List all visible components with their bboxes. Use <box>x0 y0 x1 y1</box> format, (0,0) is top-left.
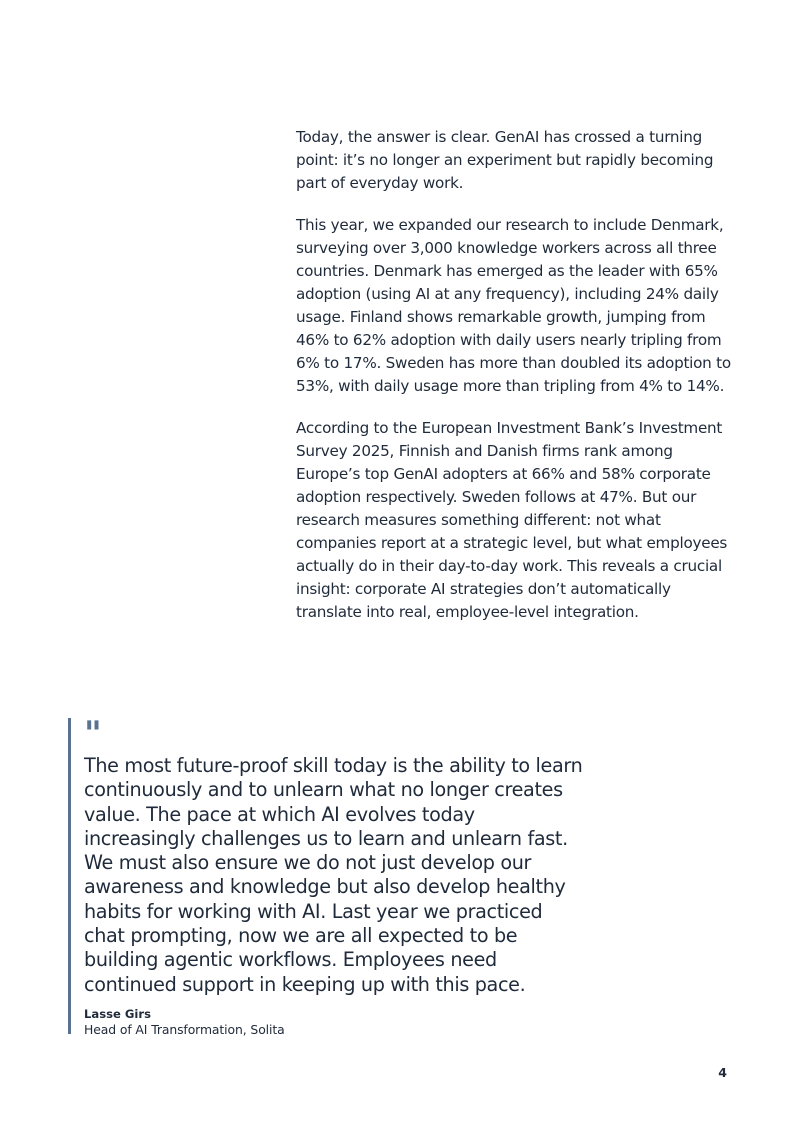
body-text-column <box>296 126 736 643</box>
quote-author-role: Head of AI Transformation, Solita <box>84 1022 285 1037</box>
quote-author: Lasse Girs <box>84 1007 152 1021</box>
page-number: 4 <box>718 1065 727 1080</box>
quote-text: The most future-proof skill today is the ability to learn continuously and to unlearn what no longer creates value. The pace at which AI evolves today increasingly challenges us to learn and unlearn fast. We must also ensure we do not just develop our awareness and knowledge but also develop healthy habits for working with AI. Last year we practiced chat prompting, now we are all expected to be building agentic workflows. Employees need continued support in keeping up with this pace. <box>84 754 583 996</box>
body-paragraph-2: This year, we expanded our research to include Denmark, surveying over 3,000 knowledge workers across all three countries. Denmark has emerged as the leader with 65% adoption (using AI at any frequency), including 24% daily usage. Finland shows remarkable growth, jumping from 46% to 62% adoption with daily users nearly tripling from 6% to 17%. Sweden has more than doubled its adoption to 53%, with daily usage more than tripling from 4% to 14%. <box>296 216 731 395</box>
body-paragraph-1: Today, the answer is clear. GenAI has crossed a turning point: it’s no longer an experiment but rapidly becoming part of everyday work. <box>296 128 714 192</box>
body-paragraph-3: According to the European Investment Bank’s Investment Survey 2025, Finnish and Danish firms rank among Europe’s top GenAI adopters at 66% and 58% corporate adoption respectively. Sweden follows at 47%. But our research measures something different: not what companies report at a strategic level, but what employees actually do in their day-to-day work. This reveals a crucial insight: corporate AI strategies don’t automatically translate into real, employee-level integration. <box>296 419 728 621</box>
quote-accent-bar <box>68 718 71 1034</box>
quotation-mark-icon: " <box>84 714 102 754</box>
pull-quote <box>68 714 588 1037</box>
